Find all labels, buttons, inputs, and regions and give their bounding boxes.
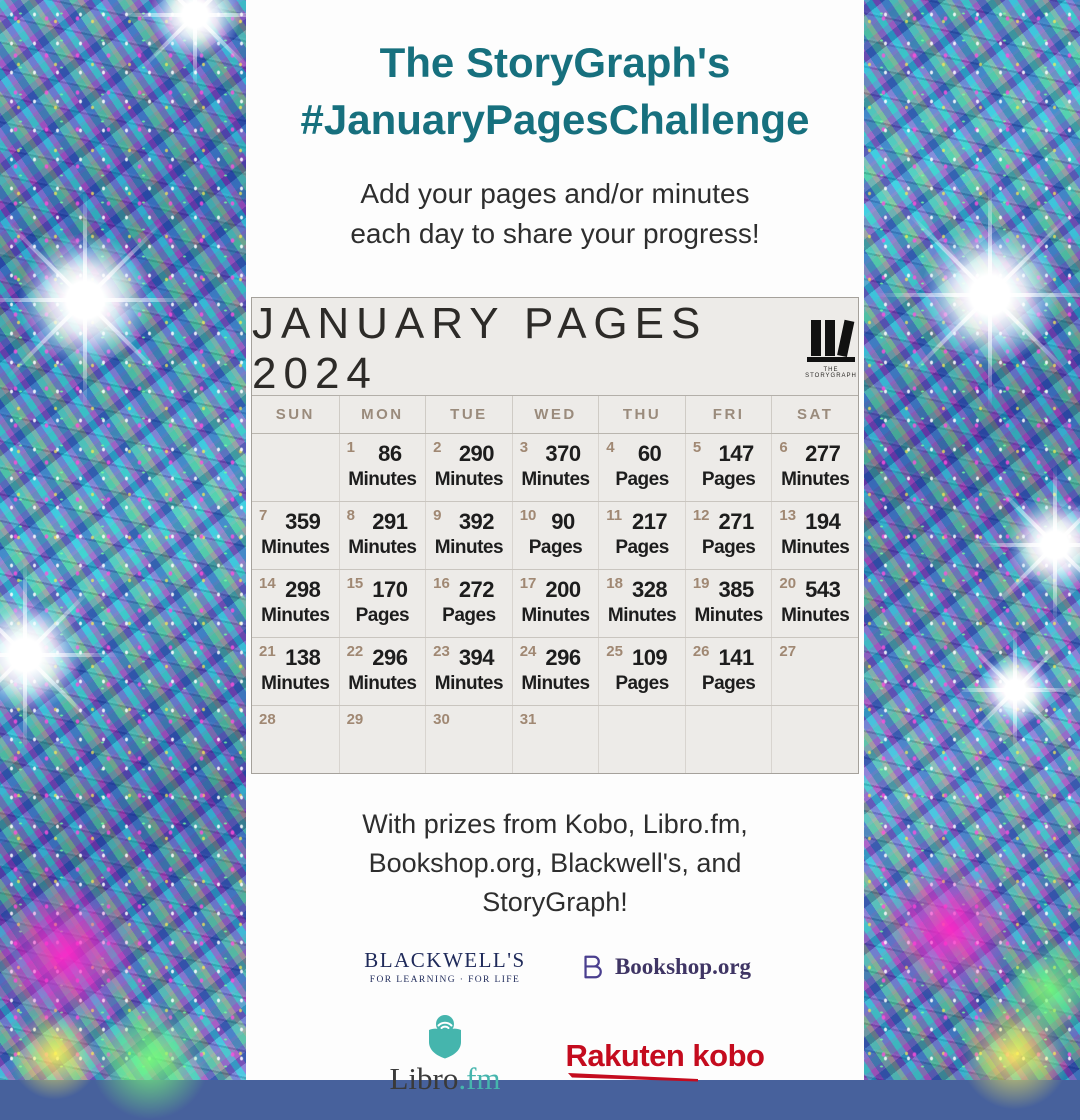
calendar-day-cell xyxy=(252,434,339,501)
calendar-day-headers xyxy=(252,395,858,434)
libro-name: Libro xyxy=(389,1061,459,1096)
calendar-day-cell xyxy=(598,570,685,637)
calendar-day-cell xyxy=(425,706,512,773)
day-unit: Minutes xyxy=(348,469,417,490)
day-number: 25 xyxy=(606,643,623,660)
day-header-thu: THU xyxy=(598,396,685,433)
calendar-day-cell xyxy=(339,502,426,569)
day-number: 6 xyxy=(779,439,788,456)
kobo-swoosh-icon xyxy=(568,1071,700,1083)
blackwells-tagline: FOR LEARNING · FOR LIFE xyxy=(369,975,521,985)
day-number: 18 xyxy=(606,575,623,592)
day-unit: Pages xyxy=(442,605,496,626)
day-number: 2 xyxy=(433,439,442,456)
day-number: 28 xyxy=(259,711,276,728)
day-unit: Minutes xyxy=(521,673,590,694)
day-number: 14 xyxy=(259,575,276,592)
calendar-header xyxy=(252,298,858,398)
calendar-day-cell xyxy=(425,502,512,569)
day-header-fri: FRI xyxy=(685,396,772,433)
prizes-text xyxy=(246,805,864,922)
calendar-week-row xyxy=(252,706,858,773)
day-unit: Minutes xyxy=(781,537,850,558)
storygraph-logo xyxy=(804,318,858,379)
calendar-week-row xyxy=(252,502,858,570)
day-unit: Pages xyxy=(615,537,669,558)
subtitle xyxy=(246,174,864,254)
day-value: 296 xyxy=(372,645,408,670)
day-header-tue: TUE xyxy=(425,396,512,433)
day-unit: Pages xyxy=(615,469,669,490)
day-unit: Minutes xyxy=(521,469,590,490)
calendar-day-cell xyxy=(512,570,599,637)
day-value: 290 xyxy=(458,441,495,466)
calendar-day-cell xyxy=(685,434,772,501)
day-number: 7 xyxy=(259,507,268,524)
day-number: 5 xyxy=(692,439,702,456)
day-number: 27 xyxy=(779,643,797,660)
calendar-day-cell xyxy=(339,706,426,773)
day-unit: Minutes xyxy=(348,537,417,558)
calendar-title: JANUARY PAGES 2024 xyxy=(252,298,708,398)
day-value: 392 xyxy=(458,509,495,534)
calendar-day-cell xyxy=(252,706,339,773)
day-number: 9 xyxy=(433,507,442,524)
day-number: 10 xyxy=(519,507,537,524)
subtitle-line-2: each day to share your progress! xyxy=(350,218,760,249)
prizes-line-2: Bookshop.org, Blackwell's, and xyxy=(368,848,742,878)
calendar-day-cell xyxy=(252,638,339,705)
prizes-line-3: StoryGraph! xyxy=(482,887,628,917)
day-value: 141 xyxy=(718,645,754,670)
calendar-day-cell xyxy=(771,570,858,637)
day-number: 16 xyxy=(433,575,450,592)
day-header-wed: WED xyxy=(512,396,599,433)
day-number: 1 xyxy=(346,439,355,456)
day-value: 60 xyxy=(637,441,662,466)
day-number: 8 xyxy=(346,507,355,524)
day-value: 170 xyxy=(372,577,408,602)
day-value: 298 xyxy=(285,577,321,602)
day-value: 272 xyxy=(458,577,495,602)
day-number: 17 xyxy=(519,575,537,592)
day-number: 11 xyxy=(606,507,623,524)
calendar-day-cell xyxy=(598,434,685,501)
calendar-day-cell xyxy=(598,638,685,705)
libro-logo xyxy=(389,1015,500,1097)
calendar-day-cell xyxy=(339,638,426,705)
calendar-day-cell xyxy=(598,502,685,569)
day-unit: Minutes xyxy=(781,605,850,626)
libro-suffix: .fm xyxy=(458,1061,501,1096)
day-value: 109 xyxy=(631,645,668,670)
calendar-day-cell xyxy=(512,706,599,773)
day-unit: Minutes xyxy=(434,673,504,694)
title-line-2: #JanuaryPagesChallenge xyxy=(300,96,810,143)
calendar-day-cell xyxy=(512,434,599,501)
calendar-day-cell xyxy=(685,638,772,705)
calendar-day-cell xyxy=(252,570,339,637)
day-unit: Minutes xyxy=(261,605,330,626)
day-unit: Minutes xyxy=(261,673,330,694)
day-unit: Pages xyxy=(528,537,583,558)
day-number: 24 xyxy=(519,643,537,660)
day-value: 359 xyxy=(285,509,321,534)
day-value: 543 xyxy=(805,577,841,602)
rakuten-kobo-logo xyxy=(566,1038,765,1074)
calendar-day-cell xyxy=(512,638,599,705)
calendar-day-cell xyxy=(339,434,426,501)
day-unit: Minutes xyxy=(261,537,330,558)
day-number: 15 xyxy=(346,575,364,592)
day-unit: Pages xyxy=(701,537,756,558)
books-icon xyxy=(804,318,858,364)
day-unit: Minutes xyxy=(348,673,417,694)
day-number: 22 xyxy=(346,643,364,660)
calendar-day-cell xyxy=(339,570,426,637)
day-value: 328 xyxy=(631,577,668,602)
day-number: 13 xyxy=(779,507,797,524)
day-unit: Pages xyxy=(701,673,756,694)
calendar-day-cell xyxy=(685,706,772,773)
day-number: 19 xyxy=(692,575,710,592)
day-number: 12 xyxy=(692,507,710,524)
poster-panel xyxy=(246,0,864,1096)
day-number: 26 xyxy=(692,643,710,660)
day-unit: Minutes xyxy=(521,605,590,626)
day-unit: Pages xyxy=(701,469,756,490)
day-value: 296 xyxy=(545,645,581,670)
day-header-sun: SUN xyxy=(275,406,315,423)
kobo-name: Rakuten kobo xyxy=(565,1038,765,1073)
day-value: 291 xyxy=(372,509,408,534)
calendar-day-cell xyxy=(425,570,512,637)
calendar-day-cell xyxy=(512,502,599,569)
day-number: 23 xyxy=(433,643,450,660)
day-unit: Minutes xyxy=(434,469,504,490)
calendar-grid xyxy=(252,434,858,773)
bookshop-b-icon xyxy=(579,954,607,980)
day-number: 20 xyxy=(779,575,797,592)
day-number: 21 xyxy=(259,643,276,660)
calendar-day-cell xyxy=(771,638,858,705)
day-value: 200 xyxy=(545,577,581,602)
storygraph-logo-text: THE STORYGRAPH xyxy=(805,367,857,379)
calendar-day-cell xyxy=(425,434,512,501)
bookshop-logo xyxy=(579,954,751,980)
calendar-day-cell xyxy=(771,434,858,501)
prizes-line-1: With prizes from Kobo, Libro.fm, xyxy=(362,809,748,839)
calendar-day-cell xyxy=(771,502,858,569)
day-header-mon: MON xyxy=(339,396,426,433)
day-unit: Pages xyxy=(355,605,410,626)
calendar-day-cell xyxy=(685,570,772,637)
page-title xyxy=(246,34,864,148)
day-unit: Minutes xyxy=(694,605,763,626)
day-number: 4 xyxy=(606,439,615,456)
day-value: 277 xyxy=(805,441,841,466)
day-number: 31 xyxy=(519,711,537,728)
libro-shield-icon xyxy=(424,1015,466,1059)
day-value: 370 xyxy=(545,441,581,466)
title-line-1: The StoryGraph's xyxy=(379,39,731,86)
libro-wordmark xyxy=(389,1061,500,1097)
calendar-card xyxy=(251,297,859,774)
day-unit: Minutes xyxy=(607,605,677,626)
calendar-week-row xyxy=(252,638,858,706)
day-value: 138 xyxy=(285,645,321,670)
calendar-day-cell xyxy=(598,706,685,773)
day-value: 394 xyxy=(458,645,495,670)
day-unit: Pages xyxy=(615,673,669,694)
calendar-day-cell xyxy=(252,502,339,569)
day-number: 3 xyxy=(519,439,529,456)
day-number: 29 xyxy=(346,711,364,728)
day-value: 217 xyxy=(631,509,668,534)
calendar-day-cell xyxy=(685,502,772,569)
calendar-week-row xyxy=(252,570,858,638)
day-value: 86 xyxy=(378,441,402,466)
day-value: 385 xyxy=(718,577,754,602)
calendar-week-row xyxy=(252,434,858,502)
day-value: 194 xyxy=(805,509,841,534)
day-unit: Minutes xyxy=(434,537,504,558)
calendar-day-cell xyxy=(771,706,858,773)
day-value: 271 xyxy=(718,509,754,534)
day-header-sat: SAT xyxy=(771,396,858,433)
bookshop-name: Bookshop.org xyxy=(614,953,752,979)
sponsor-logos xyxy=(340,948,770,1097)
day-value: 147 xyxy=(718,441,754,466)
subtitle-line-1: Add your pages and/or minutes xyxy=(360,178,750,209)
day-unit: Minutes xyxy=(781,469,850,490)
calendar-day-cell xyxy=(425,638,512,705)
day-number: 30 xyxy=(433,711,450,728)
blackwells-name: BLACKWELL'S xyxy=(364,948,526,972)
day-value: 90 xyxy=(551,509,575,534)
blackwells-logo xyxy=(364,948,525,985)
